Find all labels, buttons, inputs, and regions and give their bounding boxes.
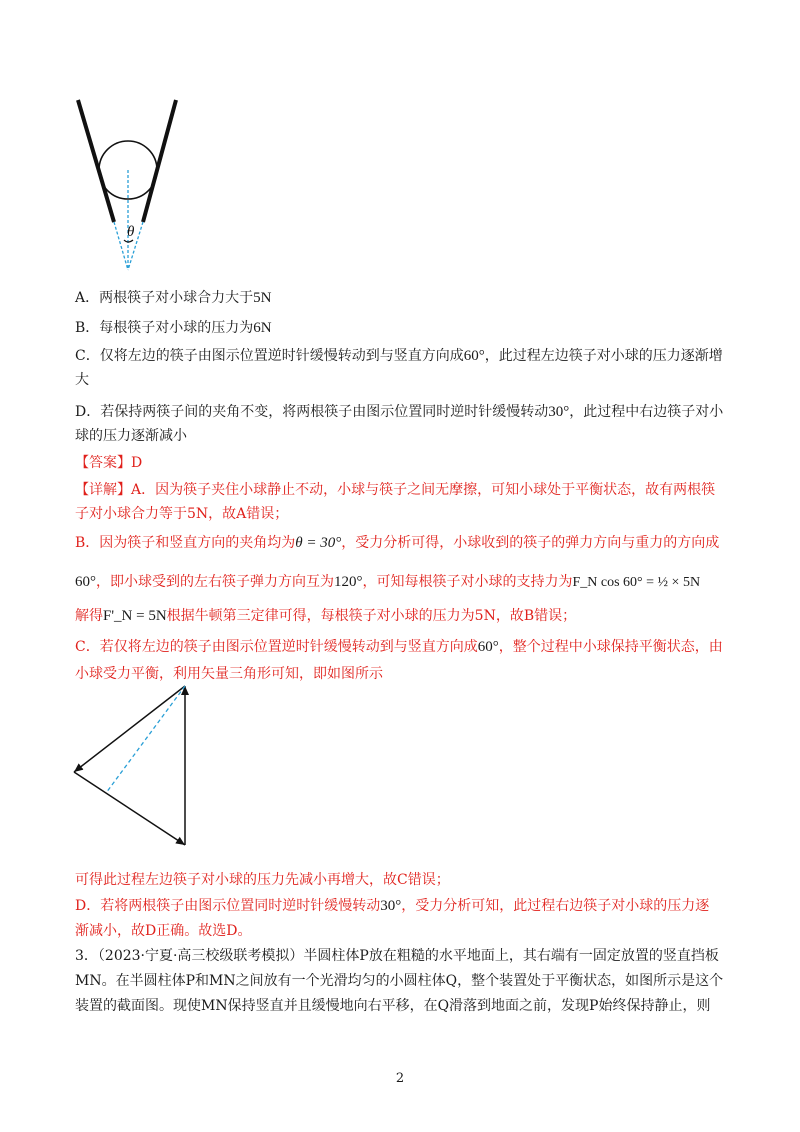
explain-c-line3: 可得此过程左边筷子对小球的压力先减小再增大，故C错误； (75, 872, 450, 888)
option-c-cont: 大 (75, 372, 89, 388)
explain-c-post: ，整个过程中小球保持平衡状态，由 (498, 639, 723, 655)
option-a-text: A．两根筷子对小球合力大于 (75, 290, 254, 306)
explain-b-result: F'_N = 5N (103, 608, 167, 624)
explain-b-theta: θ = 30° (295, 535, 342, 551)
explain-d-line1 (75, 896, 709, 916)
explain-b-formula: F_N cos 60° = ½ × 5N (572, 575, 701, 590)
explain-b-60: 60° (75, 574, 96, 590)
option-d-post: ，此过程中右边筷子对小 (569, 404, 724, 420)
explain-d-line2: 渐减小，故D正确。故选D。 (75, 923, 252, 939)
explain-d-post: ，受力分析可知，此过程右边筷子对小球的压力逐 (401, 898, 710, 914)
explain-d-pre: D．若将两根筷子由图示位置同时逆时针缓慢转动 (75, 898, 381, 914)
page-number: 2 (395, 1071, 405, 1086)
theta-label: θ (127, 224, 135, 240)
answer-label: 【答案】D (75, 455, 143, 471)
explain-c-pre: C．若仅将左边的筷子由图示位置逆时针缓慢转动到与竖直方向成 (75, 639, 478, 655)
option-d-cont: 球的压力逐渐减小 (75, 428, 187, 444)
explain-c-angle: 60° (477, 639, 499, 655)
option-c-pre: C．仅将左边的筷子由图示位置逆时针缓慢转动到与竖直方向成 (75, 348, 464, 364)
explain-b-solve: 解得 (75, 608, 103, 624)
option-c-angle: 60° (463, 348, 485, 364)
q3-line2: MN。在半圆柱体P和MN之间放有一个光滑均匀的小圆柱体Q，整个装置处于平衡状态，如图所示是这个 (75, 973, 724, 989)
explain-d-angle: 30° (380, 898, 402, 914)
q3-line1: 3．（2023·宁夏·高三校级联考模拟）半圆柱体P放在粗糙的水平地面上，其右端有一固定放置的竖直挡板 (75, 948, 719, 964)
option-b-text: B．每根筷子对小球的压力为 (75, 320, 254, 336)
q3-line3: 装置的截面图。现使MN保持竖直并且缓慢地向右平移，在Q滑落到地面之前，发现P始终保持静止，则 (75, 998, 711, 1014)
explain-b-post: ，受力分析可得，小球收到的筷子的弹力方向与重力的方向成 (341, 535, 720, 551)
option-d-pre: D．若保持两筷子间的夹角不变，将两根筷子由图示位置同时逆时针缓慢转动 (75, 404, 549, 420)
explain-b-conclusion: 根据牛顿第三定律可得，每根筷子对小球的压力为5N，故B错误； (166, 608, 577, 624)
explain-b-pre: B．因为筷子和竖直方向的夹角均为 (75, 535, 296, 551)
option-b-value: 6N (253, 320, 272, 336)
explain-b-120: 120° (334, 574, 363, 590)
explain-a-line2: 子对小球合力等于5N，故A错误； (75, 506, 289, 522)
option-a-value: 5N (253, 290, 272, 306)
explain-a-line1: 【详解】A．因为筷子夹住小球静止不动，小球与筷子之间无摩擦，可知小球处于平衡状态，故有两根筷 (75, 482, 716, 498)
option-c-post: ，此过程左边筷子对小球的压力逐渐增 (484, 348, 723, 364)
option-d-angle: 30° (548, 404, 570, 420)
explain-b-mid2: ，可知每根筷子对小球的支持力为 (362, 574, 573, 590)
explain-c-line2: 小球受力平衡，利用矢量三角形可知，即如图所示 (75, 666, 383, 682)
explain-b-mid1: ，即小球受到的左右筷子弹力方向互为 (96, 574, 334, 590)
